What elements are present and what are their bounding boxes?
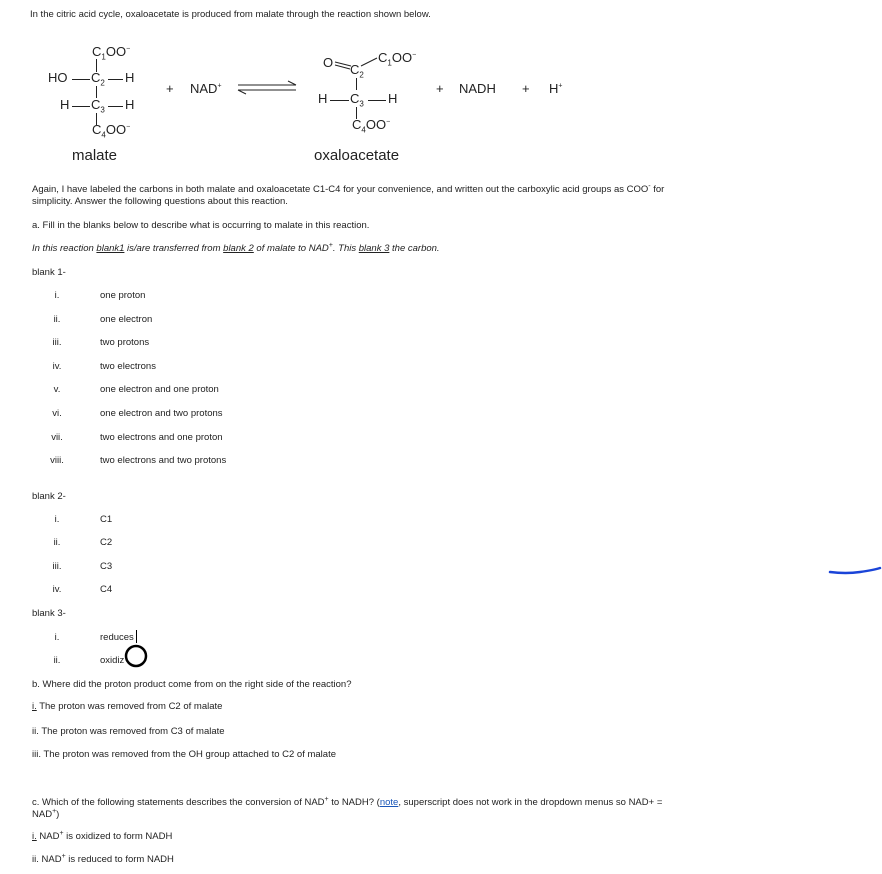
malate-ho: HO — [48, 70, 68, 85]
note-line-2: simplicity. Answer the following questions about this reaction. — [32, 196, 288, 207]
part-c-question: c. Which of the following statements describes the conversion of NAD+ to NADH? (note, superscript does not work in the dropdown menus so NAD+ = — [32, 796, 663, 809]
blank3-label: blank 3- — [32, 608, 66, 619]
plus-sign-3: + — [522, 81, 530, 96]
malate-c4: $C_4OO^-$ — [92, 122, 131, 140]
h-plus: H+ — [549, 81, 563, 96]
blank2-ref: blank 2 — [223, 243, 254, 255]
part-c-question-cont: NAD+) — [32, 808, 60, 821]
oxaloacetate-c1: $C_1OO^-$ — [378, 50, 417, 68]
list-item[interactable]: iii. The proton was removed from the OH group attached to C2 of malate — [32, 749, 336, 760]
malate-c3: $C_3$ — [91, 97, 105, 115]
malate-c2-h: H — [125, 70, 135, 85]
note-link[interactable]: note — [379, 797, 399, 809]
blank2-label: blank 2- — [32, 491, 66, 502]
equilibrium-arrow-icon — [236, 80, 300, 96]
blank3-ref: blank 3 — [358, 243, 390, 255]
blank1-label: blank 1- — [32, 267, 66, 278]
intro-text: In the citric acid cycle, oxaloacetate is produced from malate through the reaction shown below. — [30, 9, 431, 20]
list-item[interactable]: i. NAD+ is oxidized to form NADH — [32, 830, 173, 843]
part-a-question: a. Fill in the blanks below to describe what is occurring to malate in this reaction. — [32, 220, 370, 231]
oxaloacetate-o: O — [323, 55, 334, 70]
oxaloacetate-h-right: H — [388, 91, 398, 106]
blank1-ref: blank1 — [96, 243, 125, 255]
list-item[interactable]: i. The proton was removed from C2 of malate — [32, 701, 223, 712]
nadh: NADH — [459, 81, 496, 96]
malate-c3-h-left: H — [60, 97, 70, 112]
plus-sign: + — [166, 81, 174, 96]
plus-sign-2: + — [436, 81, 444, 96]
oxaloacetate-c3: $C_3$ — [350, 91, 364, 109]
malate-c1: $C_1OO^-$ — [92, 44, 131, 62]
malate-label: malate — [72, 147, 118, 164]
list-item[interactable]: ii. The proton was removed from C3 of malate — [32, 726, 225, 737]
pen-stroke-icon — [826, 562, 882, 578]
oxaloacetate-h-left: H — [318, 91, 328, 106]
note-line-1: Again, I have labeled the carbons in both malate and oxaloacetate C1-C4 for your convenience, and written out the carboxylic acid groups as COO- for — [32, 183, 665, 196]
malate-c2: $C_2$ — [91, 70, 105, 88]
part-b-question: b. Where did the proton product come from on the right side of the reaction? — [32, 679, 352, 690]
oxaloacetate-c2: $C_2$ — [350, 62, 364, 80]
oxaloacetate-label: oxaloacetate — [314, 147, 400, 164]
list-item[interactable]: ii. NAD+ is reduced to form NADH — [32, 853, 174, 866]
text-cursor — [136, 630, 137, 643]
malate-c3-h-right: H — [125, 97, 135, 112]
bond-c1-icon — [359, 56, 379, 70]
mouse-cursor-ring-icon — [123, 643, 149, 669]
oxaloacetate-c4: $C_4OO^-$ — [352, 117, 391, 135]
fill-in-sentence: In this reaction blank1 is/are transferred from blank 2 of malate to NAD+. This blank 3 the carbon. — [32, 242, 440, 255]
nad-plus: NAD+ — [190, 81, 222, 96]
